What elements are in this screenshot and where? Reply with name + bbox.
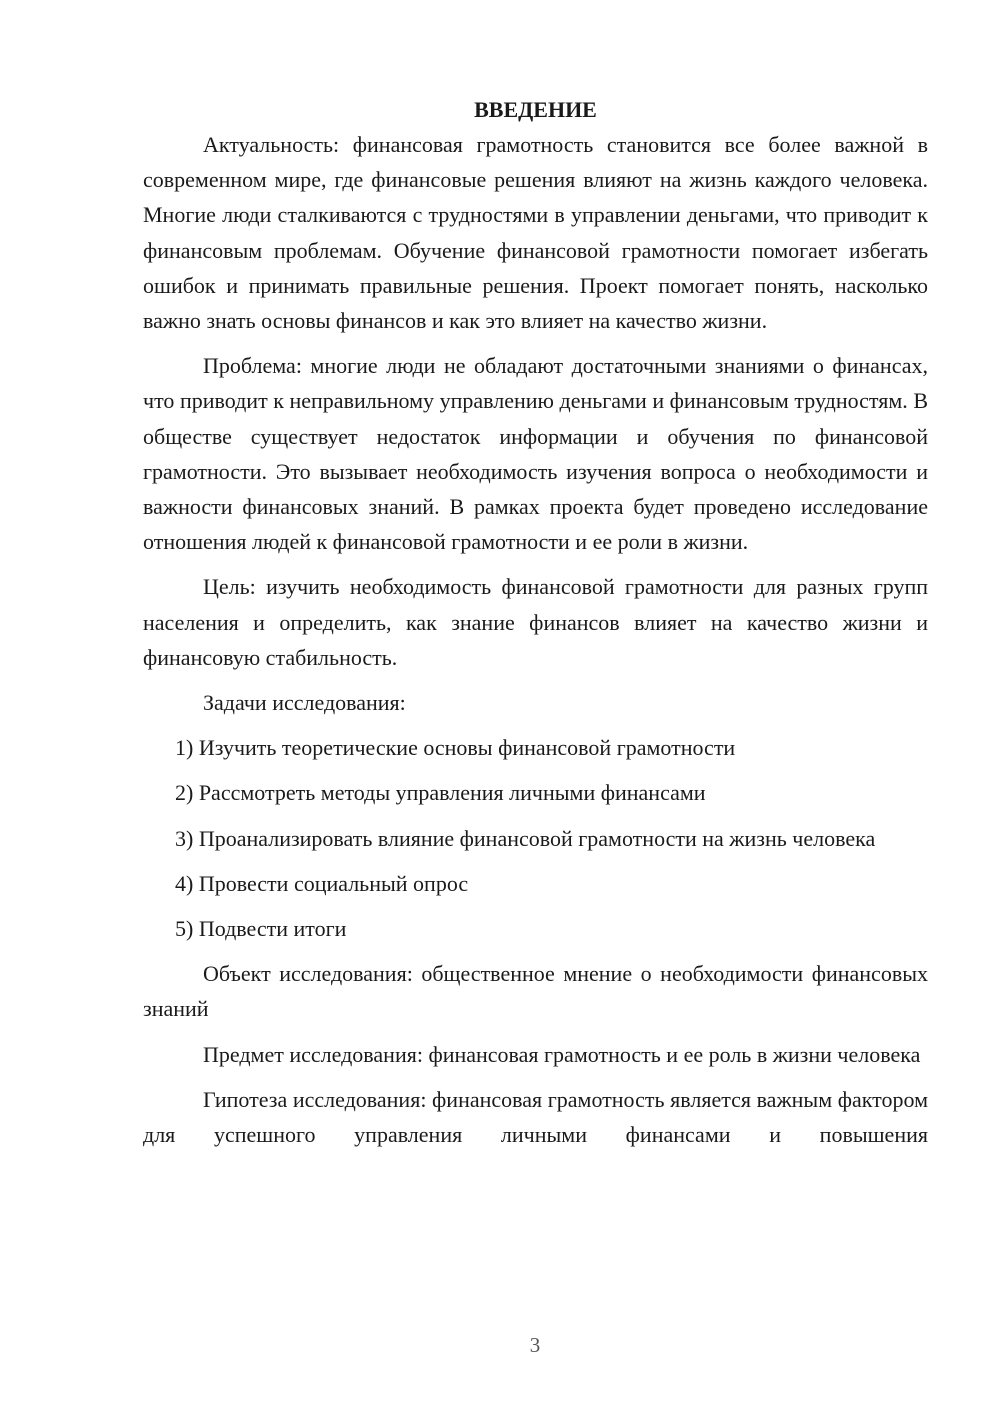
paragraph-object: Объект исследования: общественное мнение о необходимости финансовых знаний: [143, 961, 928, 1022]
paragraph-hypothesis: Гипотеза исследования: финансовая грамотность является важным фактором для успешного управления личными финансами и повышения: [143, 1086, 928, 1148]
task-item-4: 4) Провести социальный опрос: [175, 870, 469, 896]
task-item-1: 1) Изучить теоретические основы финансовой грамотности: [175, 735, 736, 761]
task-item-2: 2) Рассмотреть методы управления личными финансами: [175, 780, 706, 806]
task-item-3: 3) Проанализировать влияние финансовой грамотности на жизнь человека: [175, 825, 876, 851]
tasks-heading: Задачи исследования:: [203, 690, 406, 716]
paragraph-goal: Цель: изучить необходимость финансовой грамотности для разных групп населения и определить, как знание финансов влияет на качество жизни и финансовую стабильность.: [143, 574, 928, 670]
document-page: [143, 92, 928, 1162]
paragraph-relevance: Актуальность: финансовая грамотность становится все более важной в современном мире, где финансовые решения влияют на жизнь каждого человека. Многие люди сталкиваются с трудностями в управлении деньгами, что приводит к финансовым проблемам. Обучение финансовой грамотности помогает избегать ошибок и принимать правильные решения. Проект помогает понять, насколько важно знать основы финансов и как это влияет на качество жизни.: [143, 132, 928, 334]
paragraph-subject: Предмет исследования: финансовая грамотность и ее роль в жизни человека: [203, 1041, 921, 1067]
page-number: 3: [529, 1333, 541, 1357]
paragraph-problem: Проблема: многие люди не обладают достаточными знаниями о финансах, что приводит к неправильному управлению деньгами и финансовым трудностям. В обществе существует недостаток информации и обучения по финансовой грамотности. Это вызывает необходимость изучения вопроса о необходимости и важности финансовых знаний. В рамках проекта будет проведено исследование отношения людей к финансовой грамотности и ее роли в жизни.: [143, 353, 928, 555]
document-title: ВВЕДЕНИЕ: [474, 97, 597, 122]
task-item-5: 5) Подвести итоги: [175, 916, 347, 942]
